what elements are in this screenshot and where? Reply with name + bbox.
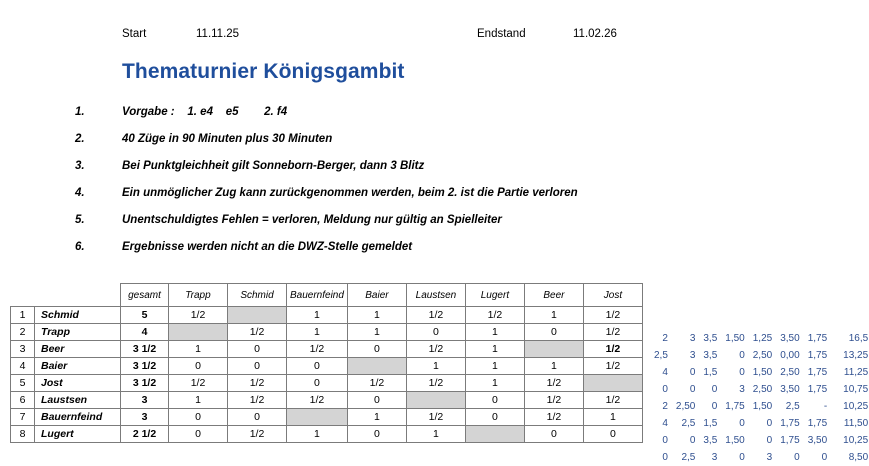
player-total-score: 3 bbox=[121, 392, 169, 409]
result-cell: 1/2 bbox=[583, 392, 642, 409]
tiebreak-value: 2,50 bbox=[752, 384, 773, 395]
result-cell: 1 bbox=[287, 324, 348, 341]
result-cell: 1/2 bbox=[228, 324, 287, 341]
result-cell: 1 bbox=[169, 392, 228, 409]
result-cell: 0 bbox=[465, 392, 524, 409]
rule-number: 1. bbox=[75, 106, 85, 118]
result-cell: 1/2 bbox=[465, 307, 524, 324]
rule-number: 4. bbox=[75, 187, 85, 199]
tiebreak-value: 1,5 bbox=[703, 418, 718, 429]
rule-item bbox=[0, 133, 869, 160]
player-rank: 5 bbox=[11, 375, 35, 392]
result-cell: 0 bbox=[169, 426, 228, 443]
result-cell: 1/2 bbox=[406, 409, 465, 426]
tiebreak-value: 1,75 bbox=[780, 435, 800, 446]
tiebreak-value: 1,75 bbox=[807, 333, 828, 344]
rule-number: 3. bbox=[75, 160, 85, 172]
player-total-score: 5 bbox=[121, 307, 169, 324]
endstand-date: 11.02.26 bbox=[573, 28, 617, 40]
tiebreak-row bbox=[650, 364, 869, 381]
endstand-label: Endstand bbox=[477, 28, 526, 40]
player-name: Schmid bbox=[35, 307, 121, 324]
player-rank: 8 bbox=[11, 426, 35, 443]
tiebreak-value: 3 bbox=[689, 333, 696, 344]
table-row bbox=[11, 307, 643, 324]
result-cell: 1/2 bbox=[524, 392, 583, 409]
player-rank: 2 bbox=[11, 324, 35, 341]
start-label: Start bbox=[122, 28, 147, 40]
result-cell: 0 bbox=[347, 341, 406, 358]
result-cell: 1/2 bbox=[583, 341, 642, 358]
sonneborn-berger-value: 10,25 bbox=[843, 435, 869, 446]
result-cell: 0 bbox=[347, 426, 406, 443]
player-name: Lugert bbox=[35, 426, 121, 443]
result-cell: 1/2 bbox=[406, 307, 465, 324]
table-row bbox=[11, 409, 643, 426]
tiebreak-row bbox=[650, 398, 869, 415]
rule-item bbox=[0, 106, 869, 133]
player-total-score: 2 1/2 bbox=[121, 426, 169, 443]
tiebreak-value: 3 bbox=[689, 350, 696, 361]
result-cell: 1 bbox=[347, 307, 406, 324]
result-cell bbox=[406, 392, 465, 409]
tiebreak-value: 2,5 bbox=[654, 350, 668, 361]
rule-text: Ergebnisse werden nicht an die DWZ-Stelle gemeldet bbox=[122, 241, 413, 253]
rule-text: Bei Punktgleichheit gilt Sonneborn-Berger, dann 3 Blitz bbox=[122, 160, 425, 172]
tiebreak-value: 0 bbox=[821, 452, 828, 463]
crosstable-column-header: Laustsen bbox=[406, 284, 465, 307]
result-cell: 0 bbox=[287, 358, 348, 375]
tiebreak-value: 0 bbox=[766, 435, 773, 446]
tiebreak-value: 3,5 bbox=[703, 350, 718, 361]
tiebreak-value: 1,75 bbox=[807, 350, 828, 361]
player-name: Trapp bbox=[35, 324, 121, 341]
tiebreak-value: 0 bbox=[739, 367, 745, 378]
tiebreak-value: 3,5 bbox=[703, 333, 718, 344]
tiebreak-value: 3,50 bbox=[780, 384, 800, 395]
tiebreak-value: 2,5 bbox=[785, 401, 800, 412]
result-cell bbox=[228, 307, 287, 324]
result-cell: 1/2 bbox=[287, 392, 348, 409]
rule-text: Ein unmöglicher Zug kann zurückgenommen werden, beim 2. ist die Partie verloren bbox=[122, 187, 578, 199]
tiebreak-row bbox=[650, 330, 869, 347]
result-cell: 0 bbox=[228, 358, 287, 375]
result-cell bbox=[465, 426, 524, 443]
result-cell: 1/2 bbox=[228, 392, 287, 409]
result-cell: 1/2 bbox=[406, 375, 465, 392]
tiebreak-value: 3 bbox=[766, 452, 773, 463]
result-cell: 1 bbox=[465, 375, 524, 392]
result-cell: 1 bbox=[465, 358, 524, 375]
tiebreak-value: 1,50 bbox=[752, 401, 773, 412]
rule-item bbox=[0, 160, 869, 187]
result-cell bbox=[287, 409, 348, 426]
tiebreak-value: 1,5 bbox=[703, 367, 718, 378]
tiebreak-value: 4 bbox=[662, 418, 668, 429]
result-cell: 1 bbox=[406, 426, 465, 443]
tiebreak-value: 1,75 bbox=[807, 367, 828, 378]
result-cell: 0 bbox=[347, 392, 406, 409]
crosstable-column-header: Baier bbox=[347, 284, 406, 307]
crosstable-column-header: Bauernfeind bbox=[287, 284, 348, 307]
tiebreak-value: 2,50 bbox=[752, 350, 773, 361]
result-cell: 1 bbox=[465, 341, 524, 358]
tiebreak-value: 1,50 bbox=[725, 435, 745, 446]
tiebreak-row bbox=[650, 381, 869, 398]
tiebreak-value: 4 bbox=[662, 367, 668, 378]
result-cell: 1/2 bbox=[524, 409, 583, 426]
result-cell: 0 bbox=[406, 324, 465, 341]
result-cell bbox=[583, 375, 642, 392]
rule-number: 2. bbox=[75, 133, 85, 145]
rules-list bbox=[0, 106, 869, 268]
result-cell: 1/2 bbox=[169, 375, 228, 392]
rule-text: Vorgabe : 1. e4 e5 2. f4 bbox=[122, 106, 288, 118]
result-cell: 0 bbox=[583, 426, 642, 443]
tiebreak-stats-table bbox=[650, 330, 869, 466]
result-cell: 0 bbox=[169, 409, 228, 426]
result-cell: 1/2 bbox=[583, 307, 642, 324]
sonneborn-berger-value: 10,25 bbox=[843, 401, 869, 412]
sonneborn-berger-value: 13,25 bbox=[843, 350, 869, 361]
tiebreak-row bbox=[650, 449, 869, 466]
tiebreak-value: 1,75 bbox=[780, 418, 800, 429]
result-cell: 0 bbox=[228, 409, 287, 426]
table-row bbox=[11, 375, 643, 392]
rule-item bbox=[0, 241, 869, 268]
tiebreak-value: 2,50 bbox=[675, 401, 696, 412]
tiebreak-value: 0 bbox=[689, 384, 696, 395]
sonneborn-berger-value: 11,50 bbox=[843, 418, 869, 429]
rule-item bbox=[0, 214, 869, 241]
result-cell: 1 bbox=[169, 341, 228, 358]
tiebreak-value: 2 bbox=[662, 401, 668, 412]
result-cell: 1/2 bbox=[228, 375, 287, 392]
sonneborn-berger-value: 8,50 bbox=[848, 452, 869, 463]
tiebreak-value: 0 bbox=[794, 452, 800, 463]
result-cell: 1 bbox=[347, 324, 406, 341]
player-rank: 6 bbox=[11, 392, 35, 409]
result-cell: 0 bbox=[524, 426, 583, 443]
result-cell: 1/2 bbox=[287, 341, 348, 358]
crosstable-corner-blank bbox=[35, 284, 121, 307]
table-row bbox=[11, 426, 643, 443]
rule-text: Unentschuldigtes Fehlen = verloren, Meldung nur gültig an Spielleiter bbox=[122, 214, 502, 226]
player-name: Bauernfeind bbox=[35, 409, 121, 426]
result-cell: 1/2 bbox=[583, 324, 642, 341]
tiebreak-value: 1,75 bbox=[807, 384, 828, 395]
player-rank: 4 bbox=[11, 358, 35, 375]
tiebreak-row bbox=[650, 432, 869, 449]
tiebreak-value: 0 bbox=[711, 401, 718, 412]
result-cell: 1 bbox=[287, 307, 348, 324]
tiebreak-value: - bbox=[823, 401, 828, 412]
tiebreak-row bbox=[650, 415, 869, 432]
tiebreak-value: 0 bbox=[739, 418, 745, 429]
rule-text: 40 Züge in 90 Minuten plus 30 Minuten bbox=[122, 133, 333, 145]
result-cell: 0 bbox=[169, 358, 228, 375]
player-rank: 1 bbox=[11, 307, 35, 324]
result-cell: 1 bbox=[347, 409, 406, 426]
result-cell: 1/2 bbox=[228, 426, 287, 443]
crosstable-column-header: Trapp bbox=[169, 284, 228, 307]
tiebreak-value: 3,50 bbox=[780, 333, 800, 344]
tiebreak-value: 2,5 bbox=[681, 452, 696, 463]
player-total-score: 3 bbox=[121, 409, 169, 426]
tiebreak-value: 0 bbox=[662, 384, 668, 395]
result-cell bbox=[524, 341, 583, 358]
tiebreak-value: 1,75 bbox=[725, 401, 745, 412]
result-cell bbox=[347, 358, 406, 375]
tiebreak-value: 3,5 bbox=[703, 435, 718, 446]
rule-item bbox=[0, 187, 869, 214]
result-cell: 1 bbox=[465, 324, 524, 341]
crosstable-corner-blank bbox=[11, 284, 35, 307]
tiebreak-value: 2,50 bbox=[780, 367, 800, 378]
result-cell: 1 bbox=[406, 358, 465, 375]
tiebreak-value: 3 bbox=[739, 384, 745, 395]
result-cell: 1/2 bbox=[169, 307, 228, 324]
player-name: Baier bbox=[35, 358, 121, 375]
crosstable-header-row bbox=[11, 284, 643, 307]
tiebreak-value: 1,50 bbox=[752, 367, 773, 378]
result-cell: 1 bbox=[583, 409, 642, 426]
tiebreak-value: 2,5 bbox=[681, 418, 696, 429]
result-cell: 1/2 bbox=[347, 375, 406, 392]
rule-number: 6. bbox=[75, 241, 85, 253]
player-total-score: 4 bbox=[121, 324, 169, 341]
result-cell: 1 bbox=[524, 307, 583, 324]
crosstable-column-header: Lugert bbox=[465, 284, 524, 307]
result-cell: 0 bbox=[524, 324, 583, 341]
table-row bbox=[11, 341, 643, 358]
table-row bbox=[11, 358, 643, 375]
page-title: Thematurnier Königsgambit bbox=[122, 60, 405, 83]
tiebreak-value: 3 bbox=[711, 452, 718, 463]
result-cell: 0 bbox=[287, 375, 348, 392]
player-rank: 7 bbox=[11, 409, 35, 426]
tiebreak-value: 1,50 bbox=[725, 333, 745, 344]
player-total-score: 3 1/2 bbox=[121, 358, 169, 375]
tiebreak-value: 0 bbox=[711, 384, 718, 395]
crosstable-column-header: Jost bbox=[583, 284, 642, 307]
tiebreak-value: 0 bbox=[739, 350, 745, 361]
tiebreak-value: 0 bbox=[766, 418, 773, 429]
tiebreak-value: 1,75 bbox=[807, 418, 828, 429]
tiebreak-value: 0 bbox=[689, 367, 696, 378]
player-total-score: 3 1/2 bbox=[121, 375, 169, 392]
result-cell: 0 bbox=[228, 341, 287, 358]
result-cell: 1 bbox=[524, 358, 583, 375]
player-rank: 3 bbox=[11, 341, 35, 358]
player-name: Jost bbox=[35, 375, 121, 392]
player-name: Beer bbox=[35, 341, 121, 358]
tiebreak-value: 2 bbox=[662, 333, 668, 344]
tiebreak-value: 3,50 bbox=[807, 435, 828, 446]
rule-number: 5. bbox=[75, 214, 85, 226]
crosstable-column-header: gesamt bbox=[121, 284, 169, 307]
result-cell: 1/2 bbox=[583, 358, 642, 375]
crosstable bbox=[10, 283, 643, 443]
tiebreak-row bbox=[650, 347, 869, 364]
sonneborn-berger-value: 11,25 bbox=[843, 367, 869, 378]
player-name: Laustsen bbox=[35, 392, 121, 409]
crosstable-column-header: Beer bbox=[524, 284, 583, 307]
start-date: 11.11.25 bbox=[196, 28, 240, 40]
tiebreak-value: 0 bbox=[739, 452, 745, 463]
table-row bbox=[11, 324, 643, 341]
document-header bbox=[0, 28, 869, 44]
tiebreak-value: 0,00 bbox=[780, 350, 800, 361]
sonneborn-berger-value: 16,5 bbox=[848, 333, 869, 344]
result-cell: 1/2 bbox=[406, 341, 465, 358]
player-total-score: 3 1/2 bbox=[121, 341, 169, 358]
result-cell bbox=[169, 324, 228, 341]
tiebreak-value: 0 bbox=[689, 435, 696, 446]
tiebreak-value: 0 bbox=[662, 452, 668, 463]
crosstable-column-header: Schmid bbox=[228, 284, 287, 307]
tiebreak-value: 0 bbox=[662, 435, 668, 446]
result-cell: 1 bbox=[287, 426, 348, 443]
tiebreak-value: 1,25 bbox=[752, 333, 773, 344]
result-cell: 0 bbox=[465, 409, 524, 426]
result-cell: 1/2 bbox=[524, 375, 583, 392]
table-row bbox=[11, 392, 643, 409]
sonneborn-berger-value: 10,75 bbox=[843, 384, 869, 395]
